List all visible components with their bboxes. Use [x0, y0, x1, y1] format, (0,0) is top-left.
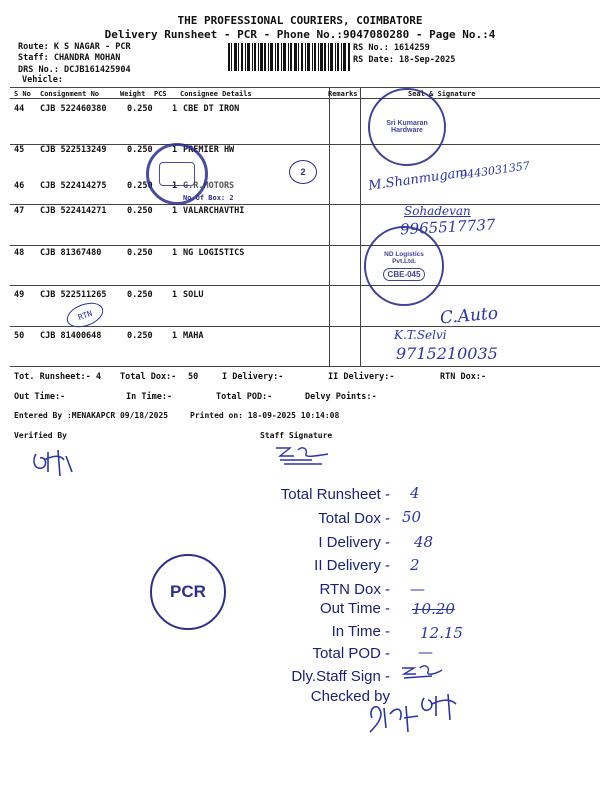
summary-value-total-runsheet: 4 [410, 484, 420, 502]
circled-number-icon: 2 [289, 160, 317, 184]
rs-date: RS Date: 18-Sep-2025 [353, 55, 456, 65]
row-divider [10, 204, 600, 205]
summary-label-ii-delivery: II Delivery - [314, 557, 390, 574]
row-weight: 0.250 [127, 248, 153, 258]
rtn-dox-label: RTN Dox:- [440, 372, 487, 382]
pcr-stamp-text: PCR [170, 582, 206, 601]
rs-number: RS No.: 1614259 [353, 43, 430, 53]
i-delivery-label: I Delivery:- [222, 372, 284, 382]
summary-label-total-pod: Total POD - [312, 645, 390, 662]
drs-text: DRS No.: DCJB161425904 [18, 65, 131, 75]
staff-text: Staff: CHANDRA MOHAN [18, 53, 121, 63]
row-pcs: 1 [172, 248, 178, 258]
handwritten-phone: 9965517737 [399, 215, 496, 239]
no-of-box-stamp: No.Of Box: 2 [183, 194, 234, 202]
summary-value-total-pod: — [418, 643, 433, 661]
row-pcs: 1 [172, 206, 178, 216]
summary-value-out-time: 10.20 [412, 600, 455, 618]
row-sno: 47 [14, 206, 25, 216]
total-dox-value: 50 [188, 372, 199, 382]
remarks-divider [329, 87, 330, 366]
row-divider [10, 326, 600, 327]
summary-label-total-runsheet: Total Runsheet - [280, 486, 390, 503]
col-header-signature: Seal & Signature [408, 90, 476, 98]
handwritten-name: Sohadevan [404, 204, 471, 218]
row-pcs: 1 [172, 104, 178, 114]
table-top-border [10, 87, 600, 88]
col-header-pcs: PCS [154, 90, 167, 98]
in-time-label: In Time:- [126, 392, 173, 402]
row-pcs: 1 [172, 290, 178, 300]
pcr-stamp-icon [150, 554, 226, 630]
delvy-points-label: Delvy Points:- [305, 392, 377, 402]
out-time-label: Out Time:- [14, 392, 66, 402]
staff-signature-label: Staff Signature [260, 431, 333, 440]
runsheet-subtitle: Delivery Runsheet - PCR - Phone No.:9047080280 - Page No.:4 [104, 28, 496, 41]
row-consignee: PREMIER HW [183, 145, 235, 155]
row-weight: 0.250 [127, 181, 153, 191]
row-sno: 46 [14, 181, 25, 191]
total-dox-label: Total Dox:- [120, 372, 177, 382]
summary-value-in-time: 12.15 [420, 624, 463, 642]
row-divider [10, 285, 600, 286]
col-header-consignment: Consignment No [40, 90, 100, 98]
table-header-border [10, 98, 600, 99]
cbe-stamp-text: CBE-045 [383, 268, 426, 281]
row-pcs: 1 [172, 145, 178, 155]
handwritten-name: K.T.Selvi [394, 328, 447, 342]
handwritten-phone: 9715210035 [396, 344, 498, 363]
summary-value-total-dox: 50 [402, 508, 422, 526]
dly-staff-signature-icon [398, 662, 444, 686]
row-weight: 0.250 [127, 145, 153, 155]
summary-label-rtn-dox: RTN Dox - [319, 581, 390, 598]
summary-label-i-delivery: I Delivery - [318, 534, 390, 551]
row-divider [10, 245, 600, 246]
entered-by-text: Entered By :MENAKAPCR 09/18/2025 [14, 411, 169, 420]
summary-label-in-time: In Time - [331, 623, 390, 640]
total-pod-label: Total POD:- [216, 392, 273, 402]
summary-label-out-time: Out Time - [319, 600, 390, 617]
row-consignee: G.R.MOTORS [183, 181, 235, 191]
row-consignee: CBE DT IRON [183, 104, 240, 114]
row-consignee: VALARCHAVTHI [183, 206, 245, 216]
row-consignment: CJB 522513249 [40, 145, 107, 155]
row-consignee: NG LOGISTICS [183, 248, 245, 258]
summary-label-checked-by: Checked by [310, 688, 390, 705]
row-sno: 48 [14, 248, 25, 258]
kumaran-stamp-icon [368, 88, 446, 166]
row-consignment: CJB 522414271 [40, 206, 107, 216]
runsheet-title: THE PROFESSIONAL COURIERS, COIMBATORE [177, 14, 423, 27]
row-pcs: 1 [172, 181, 178, 191]
row-consignment: CJB 522414275 [40, 181, 107, 191]
row-consignment: CJB 81367480 [40, 248, 102, 258]
vehicle-text: Vehicle: [22, 75, 63, 85]
nd-logistics-stamp-text: ND Logistics Pvt.Ltd. [384, 251, 424, 265]
summary-value-ii-delivery: 2 [410, 556, 420, 574]
row-consignment: CJB 522511265 [40, 290, 107, 300]
total-runsheet-label: Tot. Runsheet:- 4 [14, 372, 101, 382]
col-header-weight: Weight [120, 90, 146, 98]
verifier-signature-icon [30, 446, 76, 480]
col-header-consignee: Consignee Details [180, 90, 252, 98]
summary-value-i-delivery: 48 [414, 533, 434, 551]
row-consignee: MAHA [183, 331, 204, 341]
row-weight: 0.250 [127, 290, 153, 300]
printed-on-text: Printed on: 18-09-2025 10:14:08 [190, 411, 340, 420]
verified-by-label: Verified By [14, 431, 67, 440]
col-header-sno: S No [14, 90, 31, 98]
table-bottom-border [10, 366, 600, 367]
summary-value-rtn-dox: — [410, 580, 425, 598]
col-header-remarks: Remarks [328, 90, 358, 98]
checked-by-signature-icon [366, 688, 466, 738]
rtn-mark: RTN [63, 298, 106, 332]
row-consignment: CJB 522460380 [40, 104, 107, 114]
kumaran-stamp-text: Sri Kumaran Hardware [386, 120, 428, 134]
row-weight: 0.250 [127, 331, 153, 341]
handwritten-name: M.Shanmugam [367, 165, 469, 194]
row-sno: 50 [14, 331, 25, 341]
summary-label-dly-staff-sign: Dly.Staff Sign - [291, 668, 390, 685]
route-text: Route: K S NAGAR - PCR [18, 42, 131, 52]
barcode-icon [228, 43, 350, 71]
row-consignee: SOLU [183, 290, 204, 300]
handwritten-signature: C.Auto [439, 303, 499, 329]
summary-label-total-dox: Total Dox - [318, 510, 390, 527]
row-consignment: CJB 81400648 [40, 331, 102, 341]
ii-delivery-label: II Delivery:- [328, 372, 395, 382]
row-pcs: 1 [172, 331, 178, 341]
row-sno: 44 [14, 104, 25, 114]
handwritten-phone: 9443031357 [459, 159, 531, 182]
staff-signature-icon [272, 442, 332, 468]
row-weight: 0.250 [127, 206, 153, 216]
row-weight: 0.250 [127, 104, 153, 114]
signature-divider [360, 87, 361, 366]
row-sno: 49 [14, 290, 25, 300]
row-sno: 45 [14, 145, 25, 155]
